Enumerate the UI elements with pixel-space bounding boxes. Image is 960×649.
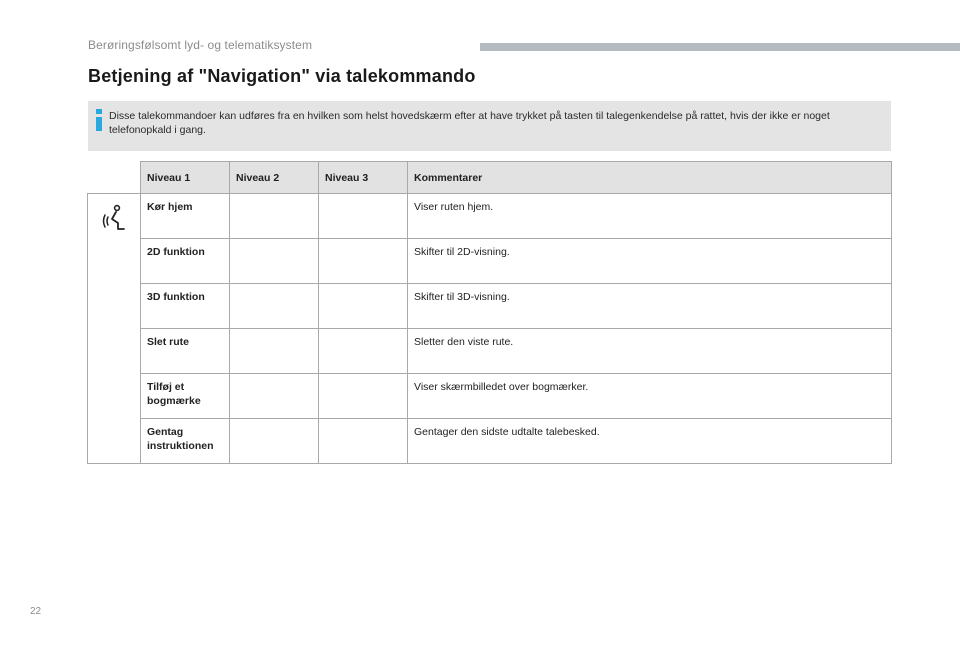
row-level2 <box>230 374 319 419</box>
row-level1: Gentag instruktionen <box>141 419 230 464</box>
voice-command-table <box>87 161 892 464</box>
row-level3 <box>319 374 408 419</box>
info-icon <box>96 109 102 131</box>
row-comment: Gentager den sidste udtalte talebesked. <box>408 419 892 464</box>
row-comment: Viser skærmbilledet over bogmærker. <box>408 374 892 419</box>
section-header-bar <box>480 43 960 51</box>
row-level3 <box>319 329 408 374</box>
column-header-level1: Niveau 1 <box>141 162 230 194</box>
row-comment: Viser ruten hjem. <box>408 194 892 239</box>
table-row <box>88 194 892 239</box>
row-level1: Tilføj et bogmærke <box>141 374 230 419</box>
table-row <box>88 419 892 464</box>
column-header-comment: Kommentarer <box>408 162 892 194</box>
row-level1: 3D funktion <box>141 284 230 329</box>
row-level3 <box>319 239 408 284</box>
row-level1: Kør hjem <box>141 194 230 239</box>
row-comment: Skifter til 3D-visning. <box>408 284 892 329</box>
row-level2 <box>230 419 319 464</box>
table-row <box>88 374 892 419</box>
table-row <box>88 239 892 284</box>
row-level2 <box>230 329 319 374</box>
table-row <box>88 329 892 374</box>
row-level1: Slet rute <box>141 329 230 374</box>
column-header-level3: Niveau 3 <box>319 162 408 194</box>
voice-command-icon <box>100 204 128 232</box>
voice-icon-cell <box>88 194 141 464</box>
row-level3 <box>319 194 408 239</box>
row-level3 <box>319 284 408 329</box>
table-row <box>88 284 892 329</box>
column-header-level2: Niveau 2 <box>230 162 319 194</box>
table-header-row <box>88 162 892 194</box>
row-comment: Sletter den viste rute. <box>408 329 892 374</box>
page-title: Betjening af "Navigation" via talekommando <box>88 66 476 86</box>
info-text: Disse talekommandoer kan udføres fra en hvilken som helst hovedskærm efter at have trykket på tasten til talegenkendelse på rattet, hvis der ikke er noget telefonopkald i gang. <box>109 110 830 136</box>
row-level1: 2D funktion <box>141 239 230 284</box>
row-comment: Skifter til 2D-visning. <box>408 239 892 284</box>
info-box <box>88 101 891 151</box>
page-number: 22 <box>30 606 42 617</box>
row-level3 <box>319 419 408 464</box>
row-level2 <box>230 194 319 239</box>
row-level2 <box>230 284 319 329</box>
table-header-corner <box>88 162 141 194</box>
section-header-title: Berøringsfølsomt lyd- og telematiksystem <box>88 38 313 52</box>
row-level2 <box>230 239 319 284</box>
